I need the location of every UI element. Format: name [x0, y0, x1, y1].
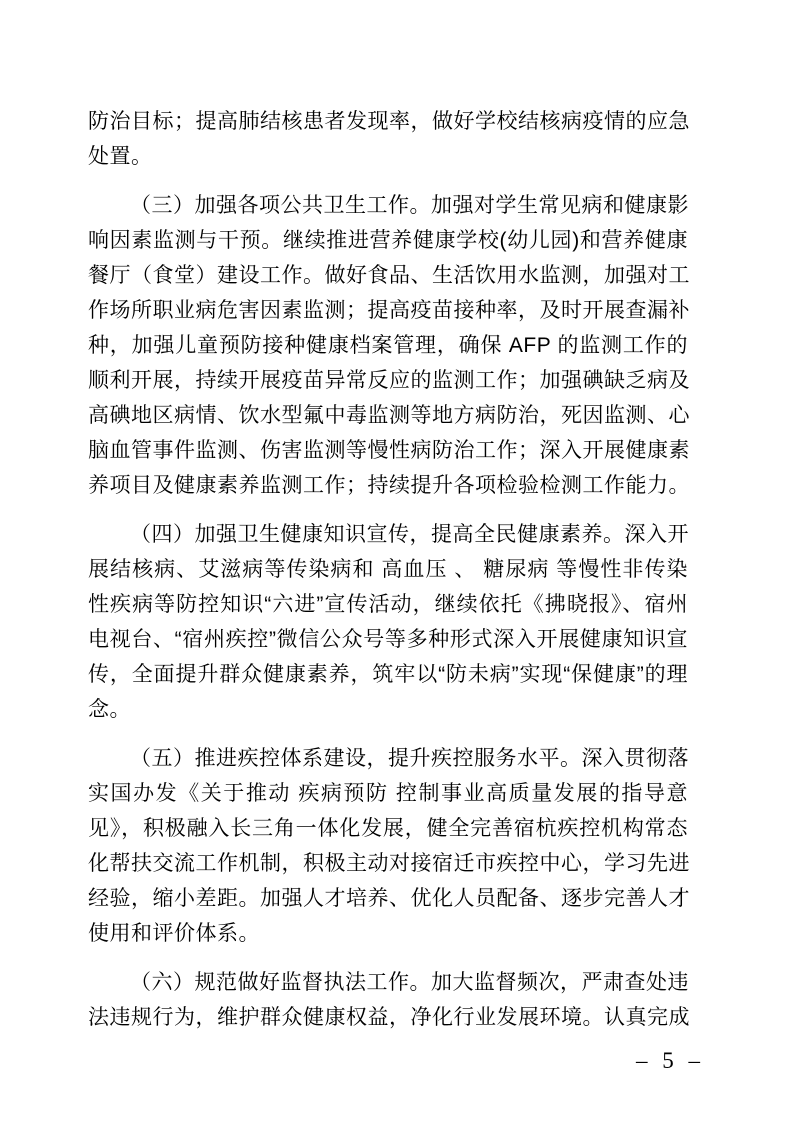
- text-line: 使用和评价体系。: [88, 922, 260, 945]
- text-line: 种，加强儿童预防接种健康档案管理，确保 AFP 的监测工作的: [88, 334, 688, 357]
- text-line: 见》，积极融入长三角一体化发展，健全完善宿杭疾控机构常态: [88, 817, 688, 840]
- text-line: （三）加强各项公共卫生工作。加强对学生常见病和健康影: [130, 194, 689, 217]
- text-line: 经验，缩小差距。加强人才培养、优化人员配备、逐步完善人才: [88, 887, 690, 910]
- text-line: 脑血管事件监测、伤害监测等慢性病防治工作；深入开展健康素: [88, 439, 690, 462]
- document-body: [88, 104, 688, 1035]
- text-line: 传，全面提升群众健康素养，筑牢以“防未病”实现“保健康”的理: [88, 663, 688, 686]
- paragraph: [88, 517, 688, 727]
- text-line: 展结核病、艾滋病等传染病和 高血压 、 糖尿病 等慢性非传染: [88, 558, 688, 581]
- text-line: 法违规行为，维护群众健康权益，净化行业发展环境。认真完成: [88, 1006, 690, 1029]
- text-line: 防治目标；提高肺结核患者发现率，做好学校结核病疫情的应急: [88, 110, 690, 133]
- text-line: 处置。: [88, 145, 153, 168]
- text-line: 养项目及健康素养监测工作；持续提升各项检验检测工作能力。: [88, 474, 690, 497]
- text-line: 实国办发《关于推动 疾病预防 控制事业高质量发展的指导意: [88, 782, 688, 805]
- page-footer: [636, 1048, 700, 1074]
- text-line: 化帮扶交流工作机制，积极主动对接宿迁市疾控中心，学习先进: [88, 852, 690, 875]
- text-line: （四）加强卫生健康知识宣传，提高全民健康素养。深入开: [130, 523, 689, 546]
- text-line: （六）规范做好监督执法工作。加大监督频次，严肃查处违: [130, 971, 689, 994]
- paragraph: [88, 188, 688, 503]
- text-line: 高碘地区病情、饮水型氟中毒监测等地方病防治，死因监测、心: [88, 404, 690, 427]
- text-line: 作场所职业病危害因素监测；提高疫苗接种率，及时开展查漏补: [88, 299, 690, 322]
- text-line: 顺利开展，持续开展疫苗异常反应的监测工作；加强碘缺乏病及: [88, 369, 690, 392]
- text-line: 响因素监测与干预。继续推进营养健康学校(幼儿园)和营养健康: [88, 229, 688, 252]
- paragraph: [88, 104, 688, 174]
- text-line: 电视台、“宿州疾控”微信公众号等多种形式深入开展健康知识宣: [88, 628, 688, 651]
- page-number: – 5 –: [636, 1048, 700, 1073]
- text-line: 性疾病等防控知识“六进”宣传活动，继续依托《拂晓报》、宿州: [88, 593, 688, 616]
- text-line: 餐厅（食堂）建设工作。做好食品、生活饮用水监测，加强对工: [88, 264, 690, 287]
- text-line: （五）推进疾控体系建设，提升疾控服务水平。深入贯彻落: [130, 747, 689, 770]
- text-line: 念。: [88, 698, 131, 721]
- paragraph: [88, 965, 688, 1035]
- paragraph: [88, 741, 688, 951]
